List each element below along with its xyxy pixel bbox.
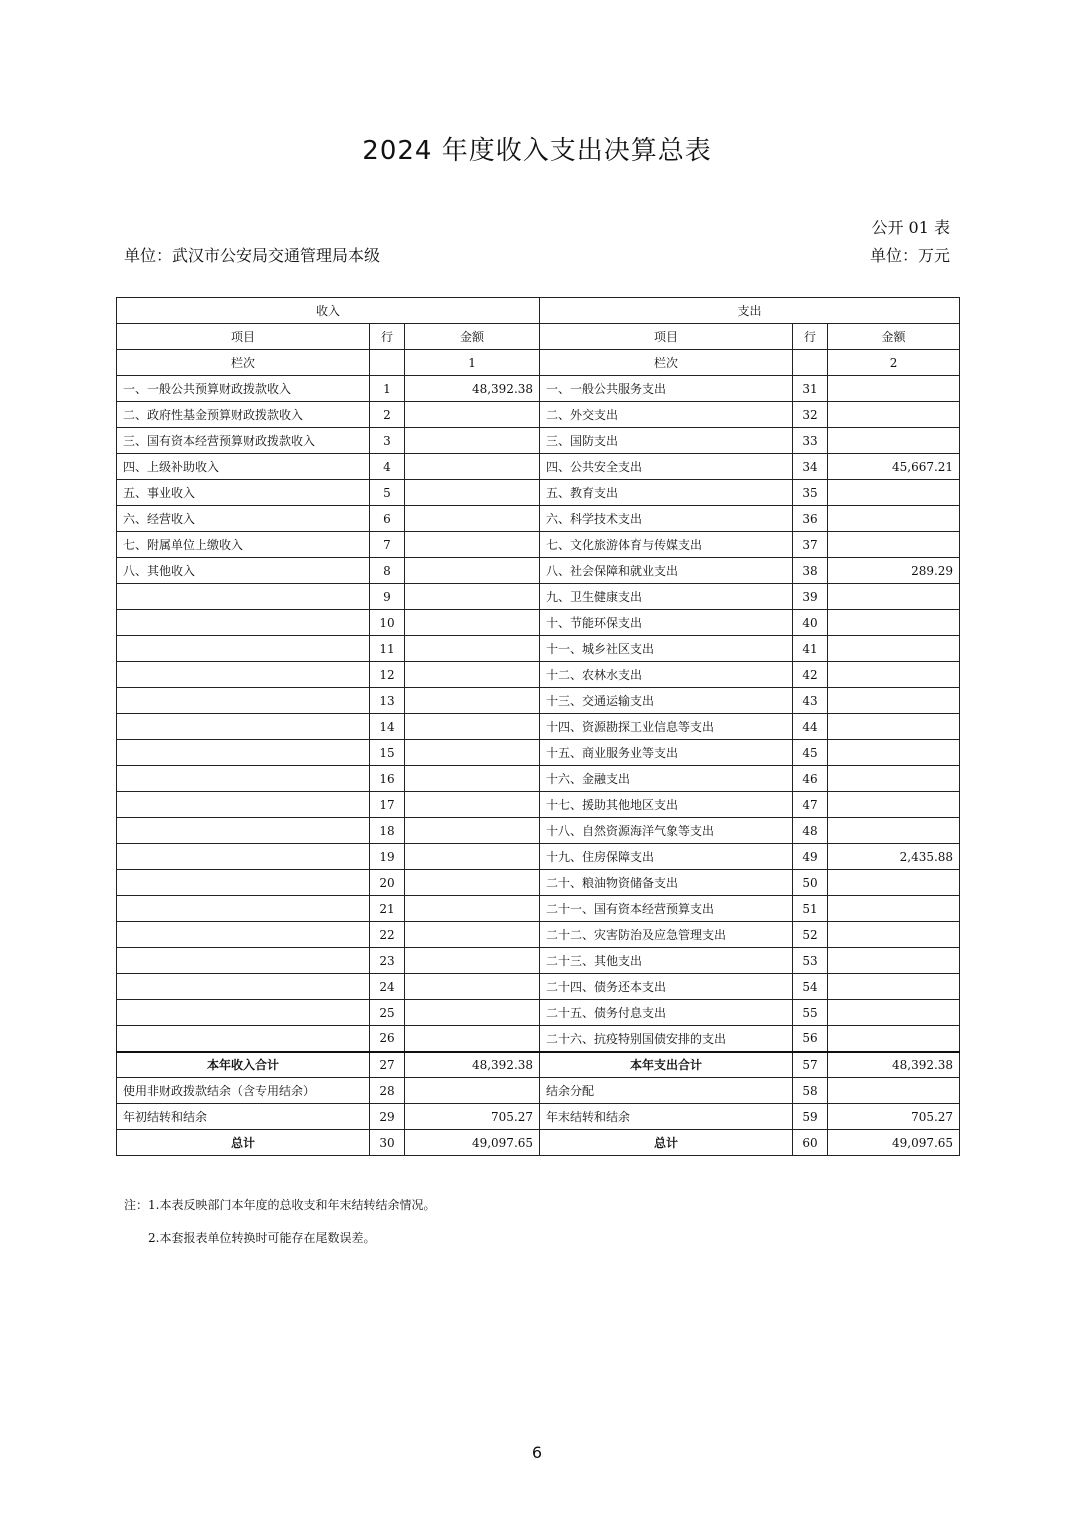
budget-table (116, 297, 960, 1156)
income-row-no: 27 (370, 1052, 405, 1078)
expense-item: 二十四、债务还本支出 (540, 974, 793, 1000)
income-item (117, 896, 370, 922)
page-title: 2024 年度收入支出决算总表 (362, 136, 712, 166)
income-row-no: 9 (370, 584, 405, 610)
expense-item: 十四、资源勘探工业信息等支出 (540, 714, 793, 740)
expense-row-no: 45 (793, 740, 828, 766)
table-row (117, 688, 960, 714)
income-amount (405, 506, 540, 532)
income-row-no: 28 (370, 1078, 405, 1104)
expense-item: 二十五、债务付息支出 (540, 1000, 793, 1026)
expense-item: 十、节能环保支出 (540, 610, 793, 636)
income-amount (405, 402, 540, 428)
expense-header: 支出 (540, 298, 960, 324)
income-item (117, 714, 370, 740)
expense-amount (828, 610, 960, 636)
income-amount (405, 662, 540, 688)
expense-item-header: 项目 (540, 324, 793, 350)
income-row-no: 1 (370, 376, 405, 402)
expense-item: 三、国防支出 (540, 428, 793, 454)
income-amount (405, 584, 540, 610)
expense-row-no: 51 (793, 896, 828, 922)
expense-row-no: 33 (793, 428, 828, 454)
expense-item: 十五、商业服务业等支出 (540, 740, 793, 766)
income-row-no: 14 (370, 714, 405, 740)
income-amount (405, 636, 540, 662)
income-item: 总计 (117, 1130, 370, 1156)
table-row (117, 662, 960, 688)
income-column-index: 1 (405, 350, 540, 376)
income-row-no: 23 (370, 948, 405, 974)
note-2: 2.本套报表单位转换时可能存在尾数误差。 (148, 1231, 376, 1245)
expense-amount (828, 428, 960, 454)
expense-row-no: 43 (793, 688, 828, 714)
income-item (117, 1000, 370, 1026)
table-row (117, 948, 960, 974)
expense-item: 八、社会保障和就业支出 (540, 558, 793, 584)
expense-amount (828, 1078, 960, 1104)
expense-item: 二十一、国有资本经营预算支出 (540, 896, 793, 922)
income-item: 三、国有资本经营预算财政拨款收入 (117, 428, 370, 454)
income-amount (405, 1000, 540, 1026)
income-row-no: 24 (370, 974, 405, 1000)
note-1: 注：1.本表反映部门本年度的总收支和年末结转结余情况。 (124, 1198, 436, 1212)
summary-row (117, 1104, 960, 1130)
income-row-no: 26 (370, 1026, 405, 1052)
income-item: 七、附属单位上缴收入 (117, 532, 370, 558)
expense-item: 六、科学技术支出 (540, 506, 793, 532)
expense-row-no: 41 (793, 636, 828, 662)
income-item (117, 818, 370, 844)
income-row-no: 18 (370, 818, 405, 844)
table-row (117, 844, 960, 870)
income-item (117, 948, 370, 974)
expense-item: 九、卫生健康支出 (540, 584, 793, 610)
header-row-sections (117, 298, 960, 324)
expense-row-no: 36 (793, 506, 828, 532)
table-row (117, 922, 960, 948)
income-amount (405, 610, 540, 636)
table-row (117, 870, 960, 896)
income-row-no: 15 (370, 740, 405, 766)
expense-amount (828, 662, 960, 688)
income-amount (405, 844, 540, 870)
expense-row-no: 39 (793, 584, 828, 610)
expense-amount (828, 636, 960, 662)
expense-amount (828, 792, 960, 818)
table-row (117, 610, 960, 636)
income-amount: 48,392.38 (405, 376, 540, 402)
income-row-no: 11 (370, 636, 405, 662)
income-row-no: 12 (370, 662, 405, 688)
income-amount-header: 金额 (405, 324, 540, 350)
income-row-no: 21 (370, 896, 405, 922)
income-amount (405, 1078, 540, 1104)
income-amount (405, 870, 540, 896)
expense-item: 十六、金融支出 (540, 766, 793, 792)
income-amount (405, 688, 540, 714)
income-amount (405, 896, 540, 922)
income-row-blank (370, 350, 405, 376)
expense-amount (828, 714, 960, 740)
expense-item: 年末结转和结余 (540, 1104, 793, 1130)
table-row (117, 896, 960, 922)
income-amount: 48,392.38 (405, 1052, 540, 1078)
income-item: 使用非财政拨款结余（含专用结余） (117, 1078, 370, 1104)
income-row-no: 30 (370, 1130, 405, 1156)
income-row-no: 10 (370, 610, 405, 636)
table-row (117, 818, 960, 844)
income-amount (405, 740, 540, 766)
expense-amount (828, 922, 960, 948)
income-item (117, 636, 370, 662)
income-row-no: 7 (370, 532, 405, 558)
income-amount (405, 558, 540, 584)
expense-row-no: 55 (793, 1000, 828, 1026)
expense-row-no: 32 (793, 402, 828, 428)
income-amount (405, 766, 540, 792)
expense-amount: 49,097.65 (828, 1130, 960, 1156)
income-row-no: 6 (370, 506, 405, 532)
expense-row-no: 46 (793, 766, 828, 792)
income-row-no: 4 (370, 454, 405, 480)
income-row-no: 29 (370, 1104, 405, 1130)
expense-row-no: 38 (793, 558, 828, 584)
income-row-no: 25 (370, 1000, 405, 1026)
income-item (117, 922, 370, 948)
expense-item: 五、教育支出 (540, 480, 793, 506)
expense-row-no: 54 (793, 974, 828, 1000)
income-item: 本年收入合计 (117, 1052, 370, 1078)
expense-amount (828, 376, 960, 402)
expense-row-no: 31 (793, 376, 828, 402)
income-amount (405, 428, 540, 454)
expense-item: 本年支出合计 (540, 1052, 793, 1078)
expense-row-blank (793, 350, 828, 376)
income-amount (405, 480, 540, 506)
table-row (117, 506, 960, 532)
expense-amount (828, 506, 960, 532)
header-row-columns (117, 324, 960, 350)
table-row (117, 636, 960, 662)
expense-row-no: 58 (793, 1078, 828, 1104)
income-item (117, 870, 370, 896)
table-row (117, 974, 960, 1000)
expense-item: 二十六、抗疫特别国债安排的支出 (540, 1026, 793, 1052)
income-item: 五、事业收入 (117, 480, 370, 506)
expense-amount: 48,392.38 (828, 1052, 960, 1078)
income-amount (405, 714, 540, 740)
income-amount (405, 792, 540, 818)
income-item (117, 662, 370, 688)
expense-row-header: 行 (793, 324, 828, 350)
org-label: 单位：武汉市公安局交通管理局本级 (124, 246, 381, 265)
expense-amount (828, 896, 960, 922)
expense-row-no: 48 (793, 818, 828, 844)
table-row (117, 558, 960, 584)
income-item (117, 584, 370, 610)
expense-row-no: 49 (793, 844, 828, 870)
expense-item: 二十、粮油物资储备支出 (540, 870, 793, 896)
income-item (117, 766, 370, 792)
table-body (117, 376, 960, 1156)
table-row (117, 714, 960, 740)
income-row-no: 13 (370, 688, 405, 714)
income-item: 四、上级补助收入 (117, 454, 370, 480)
expense-item: 十二、农林水支出 (540, 662, 793, 688)
expense-item: 结余分配 (540, 1078, 793, 1104)
income-row-no: 16 (370, 766, 405, 792)
income-item (117, 610, 370, 636)
income-column-label: 栏次 (117, 350, 370, 376)
summary-row (117, 1130, 960, 1156)
table-row (117, 1000, 960, 1026)
table-row (117, 532, 960, 558)
summary-row (117, 1078, 960, 1104)
income-header: 收入 (117, 298, 540, 324)
expense-item: 十一、城乡社区支出 (540, 636, 793, 662)
expense-column-index: 2 (828, 350, 960, 376)
income-amount (405, 948, 540, 974)
expense-amount (828, 974, 960, 1000)
income-item (117, 688, 370, 714)
income-row-no: 17 (370, 792, 405, 818)
expense-amount (828, 688, 960, 714)
expense-row-no: 34 (793, 454, 828, 480)
income-item-header: 项目 (117, 324, 370, 350)
income-row-no: 5 (370, 480, 405, 506)
expense-amount: 289.29 (828, 558, 960, 584)
unit-label: 单位：万元 (869, 246, 950, 265)
expense-item: 二、外交支出 (540, 402, 793, 428)
income-amount (405, 818, 540, 844)
table-row (117, 402, 960, 428)
expense-column-label: 栏次 (540, 350, 793, 376)
income-amount: 49,097.65 (405, 1130, 540, 1156)
expense-amount (828, 584, 960, 610)
table-row (117, 766, 960, 792)
expense-item: 十三、交通运输支出 (540, 688, 793, 714)
expense-amount (828, 948, 960, 974)
expense-amount (828, 766, 960, 792)
expense-amount (828, 532, 960, 558)
expense-row-no: 53 (793, 948, 828, 974)
expense-amount-header: 金额 (828, 324, 960, 350)
expense-item: 一、一般公共服务支出 (540, 376, 793, 402)
income-row-no: 22 (370, 922, 405, 948)
expense-amount (828, 402, 960, 428)
expense-item: 二十二、灾害防治及应急管理支出 (540, 922, 793, 948)
expense-item: 四、公共安全支出 (540, 454, 793, 480)
expense-amount (828, 1000, 960, 1026)
income-item (117, 844, 370, 870)
expense-amount (828, 740, 960, 766)
expense-item: 十八、自然资源海洋气象等支出 (540, 818, 793, 844)
expense-row-no: 47 (793, 792, 828, 818)
income-item (117, 1026, 370, 1052)
expense-row-no: 44 (793, 714, 828, 740)
table-row (117, 480, 960, 506)
expense-item: 十七、援助其他地区支出 (540, 792, 793, 818)
income-row-header: 行 (370, 324, 405, 350)
income-amount (405, 1026, 540, 1052)
expense-item: 二十三、其他支出 (540, 948, 793, 974)
expense-row-no: 60 (793, 1130, 828, 1156)
table-row (117, 454, 960, 480)
expense-item: 总计 (540, 1130, 793, 1156)
income-item: 二、政府性基金预算财政拨款收入 (117, 402, 370, 428)
expense-row-no: 40 (793, 610, 828, 636)
table-row (117, 428, 960, 454)
income-amount (405, 454, 540, 480)
expense-row-no: 52 (793, 922, 828, 948)
expense-amount (828, 870, 960, 896)
income-item: 一、一般公共预算财政拨款收入 (117, 376, 370, 402)
expense-row-no: 57 (793, 1052, 828, 1078)
expense-amount: 45,667.21 (828, 454, 960, 480)
expense-row-no: 59 (793, 1104, 828, 1130)
expense-amount (828, 480, 960, 506)
table-row (117, 792, 960, 818)
income-amount (405, 974, 540, 1000)
table-code: 公开 01 表 (871, 218, 950, 237)
income-item: 六、经营收入 (117, 506, 370, 532)
expense-amount: 705.27 (828, 1104, 960, 1130)
table-row (117, 376, 960, 402)
income-amount (405, 532, 540, 558)
income-amount: 705.27 (405, 1104, 540, 1130)
income-item (117, 740, 370, 766)
income-item: 年初结转和结余 (117, 1104, 370, 1130)
expense-row-no: 50 (793, 870, 828, 896)
expense-item: 七、文化旅游体育与传媒支出 (540, 532, 793, 558)
table-row (117, 1026, 960, 1052)
table-row (117, 584, 960, 610)
expense-amount (828, 1026, 960, 1052)
income-row-no: 8 (370, 558, 405, 584)
income-row-no: 2 (370, 402, 405, 428)
expense-row-no: 42 (793, 662, 828, 688)
expense-row-no: 56 (793, 1026, 828, 1052)
income-item (117, 792, 370, 818)
summary-row (117, 1052, 960, 1078)
income-item: 八、其他收入 (117, 558, 370, 584)
expense-row-no: 37 (793, 532, 828, 558)
expense-amount (828, 818, 960, 844)
table-row (117, 740, 960, 766)
income-row-no: 19 (370, 844, 405, 870)
income-item (117, 974, 370, 1000)
expense-item: 十九、住房保障支出 (540, 844, 793, 870)
page-number: 6 (531, 1443, 543, 1462)
expense-amount: 2,435.88 (828, 844, 960, 870)
header-row-column-index (117, 350, 960, 376)
expense-row-no: 35 (793, 480, 828, 506)
income-row-no: 3 (370, 428, 405, 454)
income-row-no: 20 (370, 870, 405, 896)
income-amount (405, 922, 540, 948)
